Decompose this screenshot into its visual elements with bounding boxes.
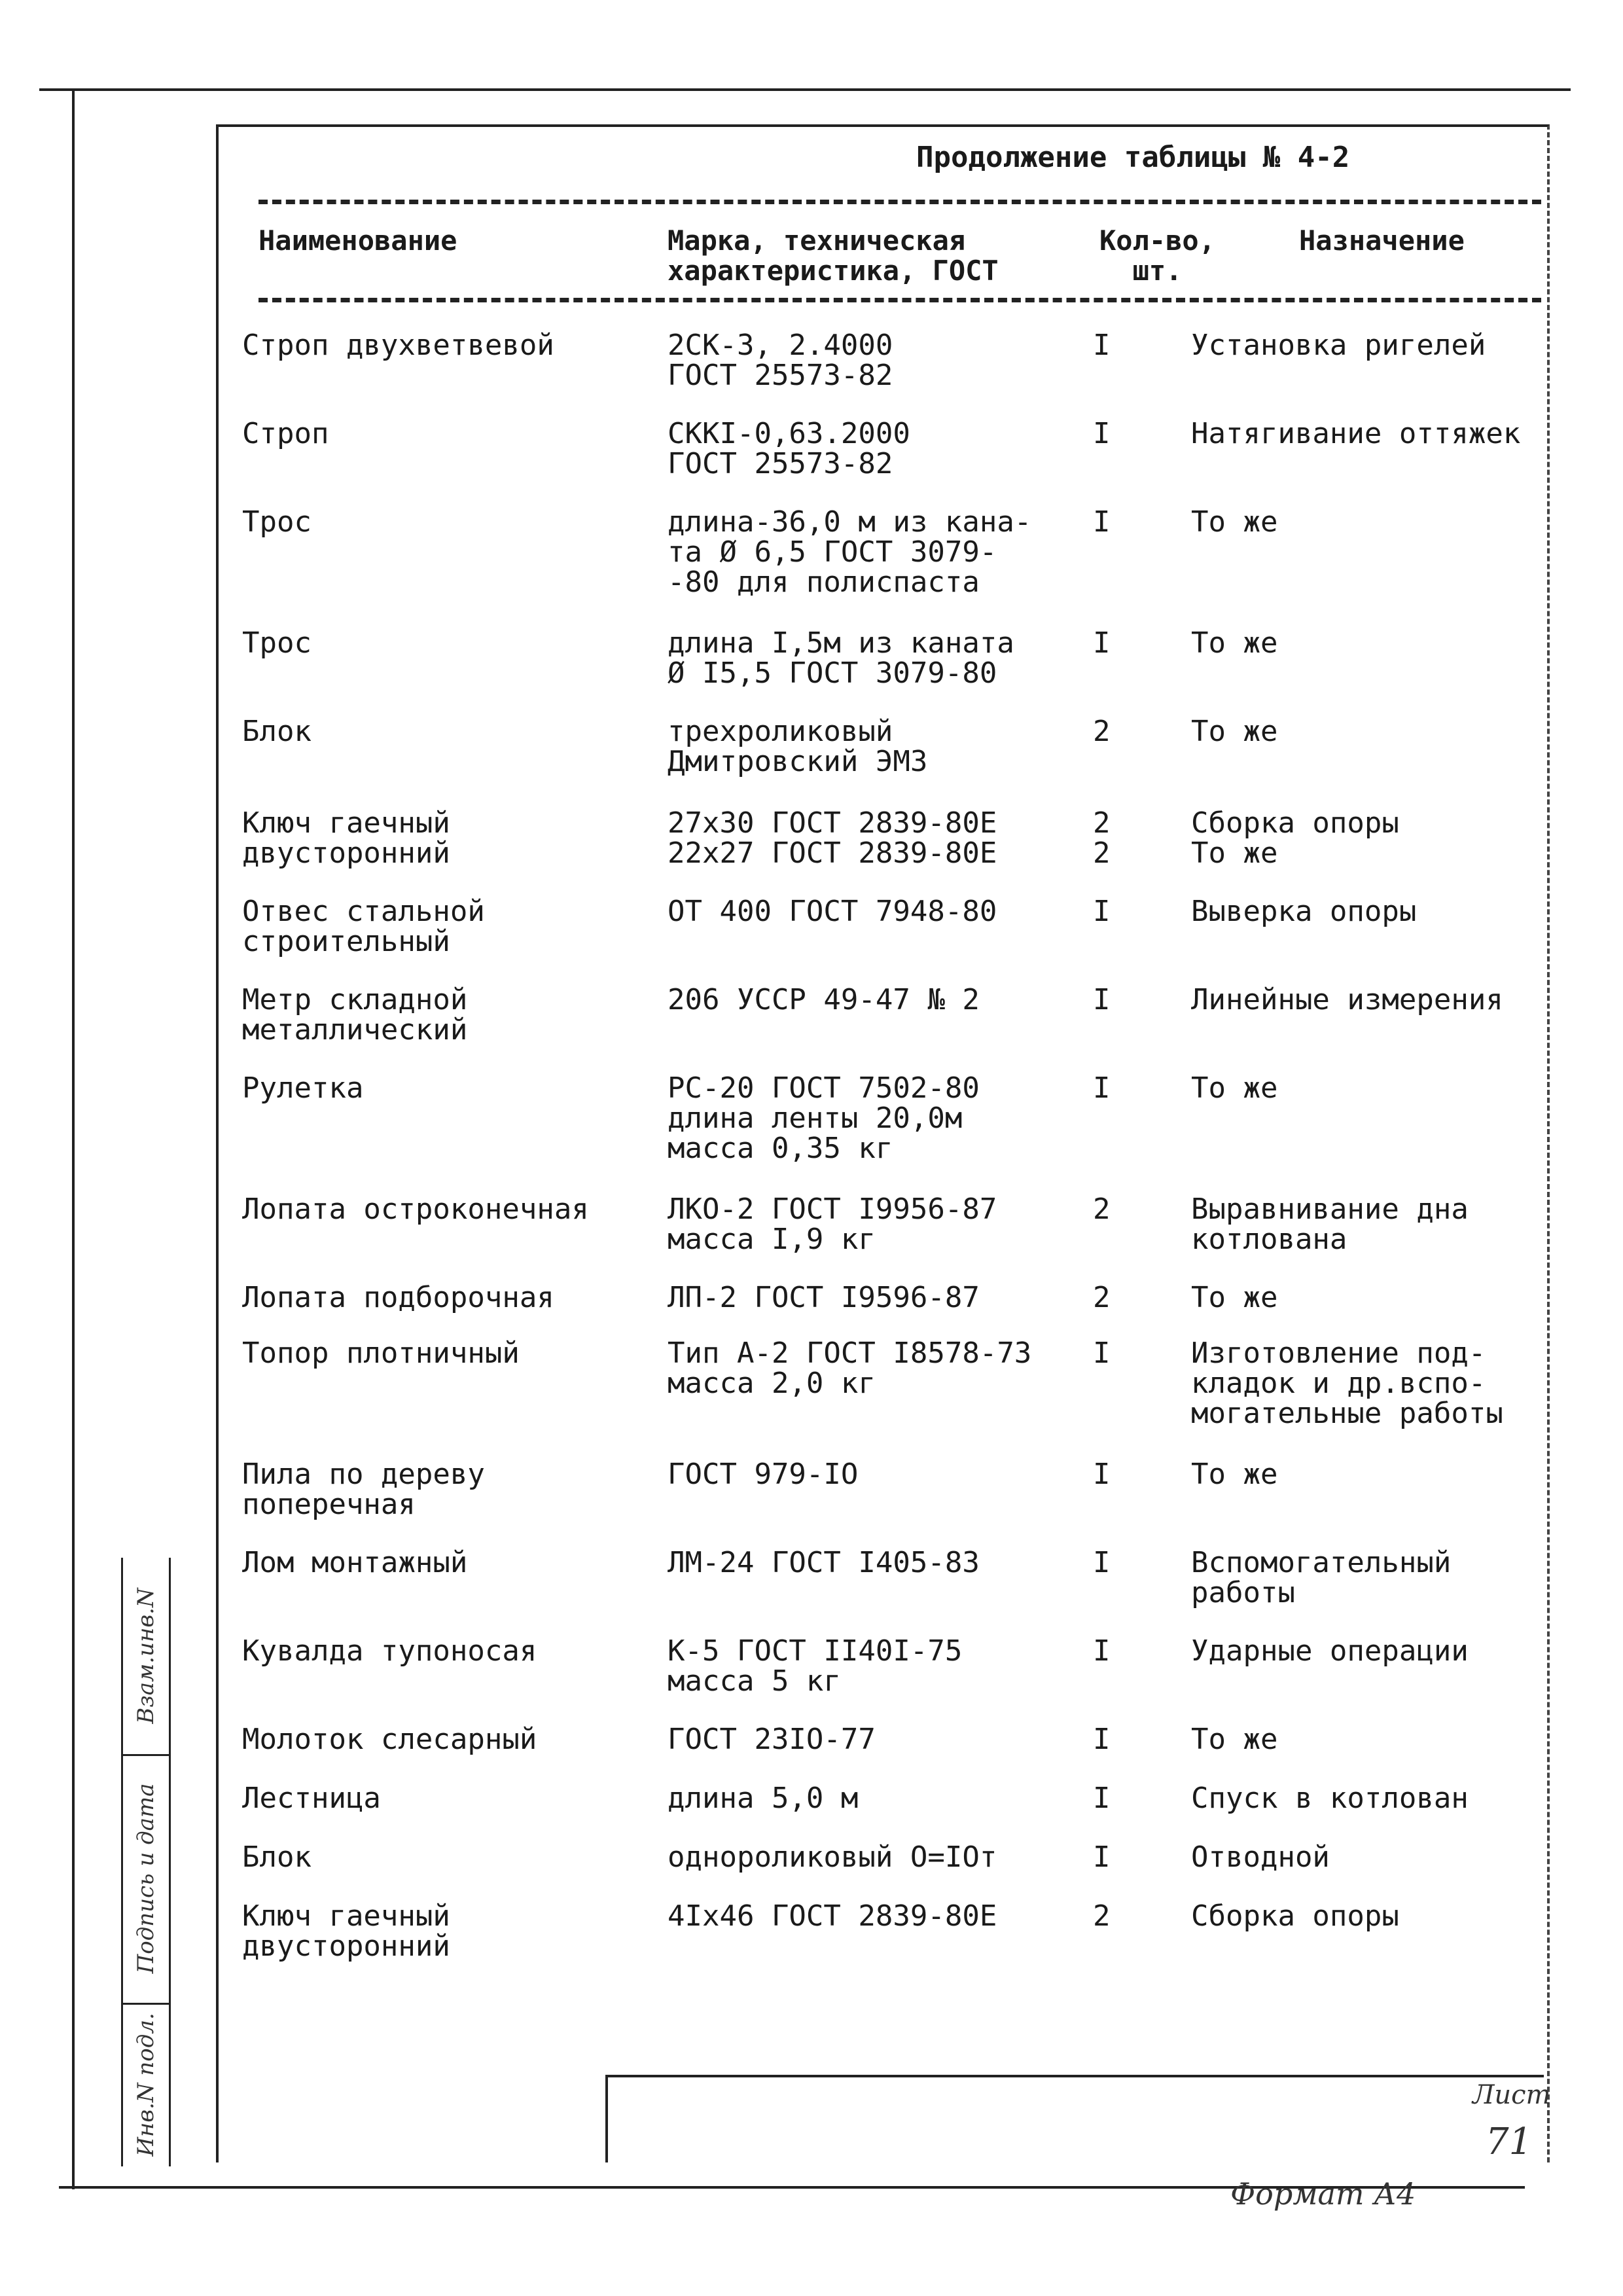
- cell-mark: длина I,5м из каната Ø I5,5 ГОСТ 3079-80: [668, 626, 1014, 690]
- cell-mark: 4Iх46 ГОСТ 2839-80Е: [668, 1899, 997, 1933]
- cell-name: Ключ гаечный двусторонний: [242, 1899, 450, 1963]
- cell-mark: длина-36,0 м из кана- та Ø 6,5 ГОСТ 3079- -80 для полиспаста: [668, 505, 1032, 599]
- cell-purpose: Выверка опоры: [1191, 895, 1417, 928]
- cell-mark: ЛП-2 ГОСТ I9596-87: [668, 1281, 980, 1314]
- cell-purpose: То же: [1191, 1281, 1278, 1314]
- column-header-qty: Кол-во, шт.: [1099, 224, 1216, 287]
- cell-purpose: Натягивание оттяжек: [1191, 417, 1521, 450]
- cell-name: Блок: [242, 1840, 312, 1874]
- cell-mark: ГОСТ 979-IO: [668, 1458, 859, 1491]
- cell-name: Кувалда тупоносая: [242, 1634, 537, 1668]
- side-label-replace: Взам.инв.N: [133, 1588, 159, 1724]
- side-label-signature: Подпись и дата: [133, 1783, 159, 1974]
- cell-purpose: Отводной: [1191, 1840, 1330, 1874]
- cell-mark: К-5 ГОСТ II40I-75 масса 5 кг: [668, 1634, 963, 1698]
- cell-name: Лом монтажный: [242, 1546, 468, 1579]
- cell-mark: ОТ 400 ГОСТ 7948-80: [668, 895, 997, 928]
- side-label-inventory: Инв.N подл.: [133, 2013, 159, 2157]
- cell-purpose: То же: [1191, 626, 1278, 660]
- cell-mark: ЛКО-2 ГОСТ I9956-87 масса I,9 кг: [668, 1193, 997, 1256]
- cell-mark: трехроликовый Дмитровский ЭМЗ: [668, 715, 928, 778]
- cell-purpose: То же: [1191, 1458, 1278, 1491]
- column-header-mark: Марка, техническая характеристика, ГОСТ: [668, 224, 999, 287]
- header-top-divider: [259, 200, 1541, 204]
- cell-qty: I: [1093, 1336, 1111, 1370]
- format-label: Формат А4: [1230, 2176, 1416, 2212]
- cell-name: Ключ гаечный двусторонний: [242, 806, 450, 870]
- cell-mark: 27х30 ГОСТ 2839-80Е 22х27 ГОСТ 2839-80Е: [668, 806, 997, 870]
- column-header-purpose: Назначение: [1299, 224, 1465, 257]
- side-cell-inventory: [123, 2003, 169, 2166]
- cell-qty: I: [1093, 329, 1111, 362]
- cell-name: Пила по дереву поперечная: [242, 1458, 485, 1521]
- cell-qty: I: [1093, 1723, 1111, 1756]
- table-continuation-heading: Продолжение таблицы № 4-2: [916, 141, 1350, 174]
- cell-mark: Тип А-2 ГОСТ I8578-73 масса 2,0 кг: [668, 1336, 1032, 1400]
- cell-name: Лестница: [242, 1782, 381, 1815]
- cell-name: Трос: [242, 505, 312, 539]
- cell-mark: 206 УССР 49-47 № 2: [668, 983, 980, 1016]
- cell-name: Топор плотничный: [242, 1336, 520, 1370]
- column-header-name: Наименование: [259, 224, 457, 257]
- cell-purpose: Сборка опоры То же: [1191, 806, 1399, 870]
- cell-mark: РС-20 ГОСТ 7502-80 длина ленты 20,0м масса 0,35 кг: [668, 1071, 980, 1165]
- cell-qty: I: [1093, 1071, 1111, 1105]
- cell-qty: I: [1093, 626, 1111, 660]
- cell-qty: I: [1093, 1458, 1111, 1491]
- cell-qty: 2: [1093, 1193, 1111, 1226]
- side-cell-replace: [123, 1558, 169, 1756]
- cell-qty: I: [1093, 1782, 1111, 1815]
- cell-mark: ЛМ-24 ГОСТ I405-83: [668, 1546, 980, 1579]
- cell-qty: I: [1093, 895, 1111, 928]
- side-cell-signature: [123, 1754, 169, 2005]
- cell-purpose: То же: [1191, 1071, 1278, 1105]
- cell-name: Лопата остроконечная: [242, 1193, 589, 1226]
- side-stamp-strip: [121, 1558, 171, 2166]
- cell-purpose: Спуск в котлован: [1191, 1782, 1469, 1815]
- cell-name: Строп: [242, 417, 329, 450]
- cell-qty: I: [1093, 1840, 1111, 1874]
- cell-purpose: То же: [1191, 715, 1278, 748]
- sheet-label: Лист: [1472, 2080, 1551, 2110]
- cell-qty: I: [1093, 1546, 1111, 1579]
- cell-mark: ГОСТ 23IO-77: [668, 1723, 876, 1756]
- cell-name: Блок: [242, 715, 312, 748]
- cell-name: Трос: [242, 626, 312, 660]
- cell-qty: I: [1093, 505, 1111, 539]
- sheet-number: 71: [1486, 2121, 1533, 2163]
- left-rule: [72, 88, 75, 2189]
- cell-purpose: То же: [1191, 505, 1278, 539]
- cell-purpose: Вспомогательный работы: [1191, 1546, 1452, 1609]
- top-rule: [39, 88, 1571, 91]
- cell-purpose: Выравнивание дна котлована: [1191, 1193, 1469, 1256]
- cell-mark: СККI-0,63.2000 ГОСТ 25573-82: [668, 417, 910, 480]
- cell-qty: 2: [1093, 715, 1111, 748]
- cell-qty: I: [1093, 983, 1111, 1016]
- cell-purpose: Ударные операции: [1191, 1634, 1469, 1668]
- cell-qty: I: [1093, 1634, 1111, 1668]
- cell-qty: 2 2: [1093, 806, 1111, 870]
- header-bottom-divider: [259, 298, 1541, 302]
- cell-purpose: Сборка опоры: [1191, 1899, 1399, 1933]
- cell-name: Рулетка: [242, 1071, 364, 1105]
- cell-qty: I: [1093, 417, 1111, 450]
- cell-name: Лопата подборочная: [242, 1281, 554, 1314]
- cell-purpose: Линейные измерения: [1191, 983, 1503, 1016]
- cell-name: Метр складной металлический: [242, 983, 468, 1047]
- cell-name: Отвес стальной строительный: [242, 895, 485, 958]
- cell-purpose: Установка ригелей: [1191, 329, 1486, 362]
- cell-purpose: Изготовление под- кладок и др.вспо- могательные работы: [1191, 1336, 1503, 1430]
- cell-mark: длина 5,0 м: [668, 1782, 859, 1815]
- cell-qty: 2: [1093, 1899, 1111, 1933]
- title-block: [605, 2075, 1544, 2162]
- cell-name: Молоток слесарный: [242, 1723, 537, 1756]
- cell-mark: 2СК-3, 2.4000 ГОСТ 25573-82: [668, 329, 893, 392]
- cell-name: Строп двухветвевой: [242, 329, 554, 362]
- cell-mark: однороликовый О=IОт: [668, 1840, 997, 1874]
- cell-purpose: То же: [1191, 1723, 1278, 1756]
- cell-qty: 2: [1093, 1281, 1111, 1314]
